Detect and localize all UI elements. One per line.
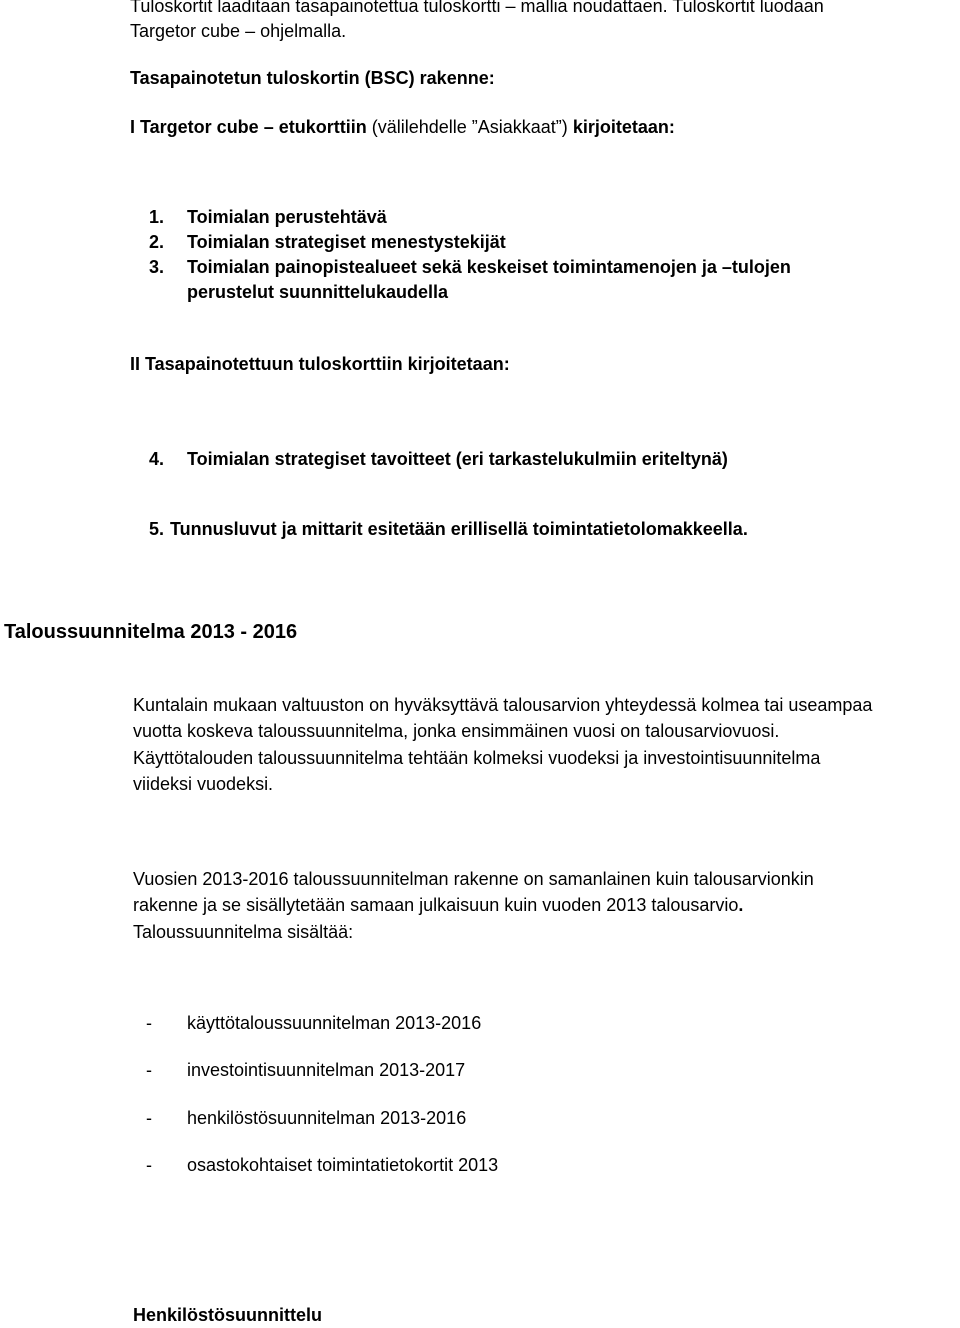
list-item-text: osastokohtaiset toimintatietokortit 2013	[187, 1154, 499, 1175]
intro-line-1: Tuloskortit laaditaan tasapainotettua tuloskortti – mallia noudattaen. Tuloskortit luodaan	[130, 0, 824, 16]
section-2-heading: II Tasapainotettuun tuloskorttiin kirjoitetaan:	[130, 354, 510, 374]
paragraph-line: Vuosien 2013-2016 taloussuunnitelman rakenne on samanlainen kuin talousarvionkin	[133, 869, 814, 889]
financial-plan-title: Taloussuunnitelma 2013 - 2016	[4, 621, 298, 643]
list-item	[0, 1011, 960, 1058]
dash-bullet: -	[146, 1107, 152, 1128]
list-item-text: investointisuunnitelman 2013-2017	[187, 1060, 466, 1081]
paragraph-line: Kuntalain mukaan valtuuston on hyväksyttävä talousarvion yhteydessä kolmea tai useampaa	[133, 695, 873, 715]
personnel-planning-heading: Henkilöstösuunnittelu	[133, 1305, 322, 1325]
list-item	[0, 205, 960, 230]
financial-plan-paragraph-2	[133, 866, 960, 945]
list-item-text: käyttötaloussuunnitelman 2013-2016	[187, 1013, 482, 1033]
list-item	[0, 1106, 960, 1153]
list-item-text-continued: perustelut suunnittelukaudella	[187, 282, 449, 302]
section-1-heading-start: I Targetor cube – etukorttiin	[130, 117, 367, 137]
list-item	[0, 1153, 960, 1200]
list-item	[0, 255, 960, 305]
list-item-text: Toimialan strategiset menestystekijät	[187, 232, 506, 252]
dash-bullet: -	[146, 1060, 152, 1081]
list-item-text: henkilöstösuunnitelman 2013-2016	[187, 1107, 467, 1128]
list-item-number: 3.	[149, 257, 165, 277]
list-item-text: Tunnusluvut ja mittarit esitetään erillisellä toimintatietolomakkeella.	[170, 519, 748, 539]
paragraph-line: viideksi vuodeksi.	[133, 773, 274, 794]
paragraph-line: vuotta koskeva taloussuunnitelma, jonka ensimmäinen vuosi on talousarviovuosi.	[133, 721, 780, 742]
section-1-heading-end: kirjoitetaan:	[572, 117, 675, 137]
intro-line-2: Targetor cube – ohjelmalla.	[130, 21, 347, 41]
section-1-heading-middle: (välilehdelle ”Asiakkaat”)	[371, 117, 568, 137]
financial-plan-paragraph-1	[133, 692, 960, 797]
list-item-number: 1.	[149, 207, 165, 227]
bsc-structure-heading: Tasapainotetun tuloskortin (BSC) rakenne:	[130, 68, 495, 88]
paragraph-period: .	[738, 895, 744, 916]
paragraph-line: Käyttötalouden taloussuunnitelma tehtään kolmeksi vuodeksi ja investointisuunnitelma	[133, 747, 821, 768]
list-item-number: 5.	[149, 519, 165, 539]
plan-contents-list	[0, 1011, 960, 1200]
section-1-list	[0, 205, 960, 305]
paragraph-line: Taloussuunnitelma sisältää:	[133, 921, 354, 942]
list-item-text: Toimialan perustehtävä	[187, 207, 387, 227]
dash-bullet: -	[146, 1013, 152, 1033]
paragraph-line-text: rakenne ja se sisällytetään samaan julkaisuun kuin vuoden 2013 talousarvio	[133, 895, 739, 916]
list-item-text: Toimialan strategiset tavoitteet (eri tarkastelukulmiin eriteltynä)	[187, 449, 728, 469]
list-item-number: 4.	[149, 449, 165, 469]
list-item	[0, 230, 960, 255]
dash-bullet: -	[146, 1154, 152, 1175]
list-item	[0, 1058, 960, 1105]
paragraph-line	[133, 892, 960, 918]
list-item-text: Toimialan painopistealueet sekä keskeiset toimintamenojen ja –tulojen	[187, 257, 791, 277]
intro-paragraph	[130, 0, 950, 44]
section-1-heading	[130, 115, 675, 140]
list-item-number: 2.	[149, 232, 165, 252]
